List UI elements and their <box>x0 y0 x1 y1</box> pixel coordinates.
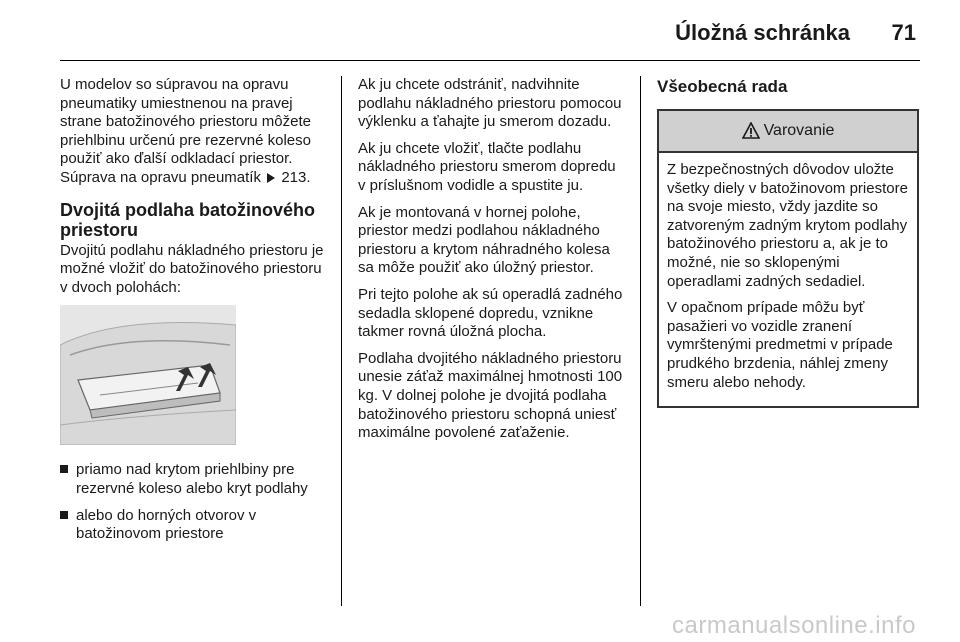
warning-paragraph: V opačnom prípade môžu byť pasažieri vo vozidle zranení vymrštenými predmetmi v prípade prudkého brzdenia, náhlej zmeny smeru alebo nehody. <box>667 299 893 391</box>
paragraph: Ak je montovaná v hornej polohe, priestor medzi podlahou nákladného priestoru a krytom náhradného kolesa sa môže použiť ako úložný priestor. <box>358 203 610 277</box>
warning-header <box>659 111 917 153</box>
warning-box <box>657 109 919 408</box>
column-right <box>657 76 919 408</box>
paragraph: Ak ju chcete vložiť, tlačte podlahu nákladného priestoru smerom dopredu v príslušnom vodidle a spustite ju. <box>358 139 616 194</box>
warning-triangle-icon <box>742 122 760 140</box>
warning-title: Varovanie <box>763 121 835 139</box>
triangle-right-icon <box>267 173 275 183</box>
section-heading: Dvojitá podlaha batožinového priestoru <box>60 199 316 240</box>
page-title: Úložná schránka <box>675 20 850 45</box>
watermark: carmanualsonline.info <box>672 612 916 639</box>
car-trunk-drawing <box>60 305 236 445</box>
warning-body <box>659 153 917 406</box>
intro-paragraph: U modelov so súpravou na opravu pneumatiky umiestnenou na pravej strane batožinového priestoru môžete priehlbinu určenú pre rezervné koleso použiť ako ďalší odkladací priestor. Súprava na opravu pneumatík 213. <box>60 76 311 186</box>
paragraph: Pri tejto polohe ak sú operadlá zadného sedadla sklopené dopredu, vznikne takmer rovná úložná plocha. <box>358 285 623 341</box>
column-left <box>60 76 330 552</box>
paragraph: Podlaha dvojitého nákladného priestoru unesie záťaž maximálnej hmotnosti 100 kg. V dolnej polohe je dvojitá podlaha batožinového priestoru schopná uniesť maximálne povolené zaťaženie. <box>358 349 623 442</box>
page-header <box>60 16 920 61</box>
paragraph: Ak ju chcete odstrániť, nadvihnite podlahu nákladného priestoru pomocou výklenku a ťahajte ju smerom dozadu. <box>358 76 622 131</box>
square-bullet-icon <box>60 465 68 473</box>
column-divider <box>640 76 641 606</box>
page-reference-link[interactable]: 213. <box>281 168 311 186</box>
warning-paragraph: Z bezpečnostných dôvodov uložte všetky diely v batožinovom priestore na svoje miesto, vždy jazdite so zatvoreným zadným krytom podlahy batožinového priestoru a, ak je to možné, nie so sklopenými operadlami zadných sedadiel. <box>667 161 908 290</box>
column-middle <box>358 76 624 451</box>
list-item: priamo nad krytom priehlbiny pre rezervné koleso alebo kryt podlahy <box>60 461 330 498</box>
position-list <box>60 461 330 543</box>
section-paragraph: Dvojitú podlahu nákladného priestoru je možné vložiť do batožinového priestoru v dvoch polohách: <box>60 241 324 296</box>
list-item: alebo do horných otvorov v batožinovom priestore <box>60 507 330 544</box>
column-divider <box>341 76 342 606</box>
page-number: 71 <box>891 20 916 45</box>
square-bullet-icon <box>60 511 68 519</box>
cargo-floor-illustration <box>60 305 236 445</box>
section-heading: Všeobecná rada <box>657 77 788 96</box>
